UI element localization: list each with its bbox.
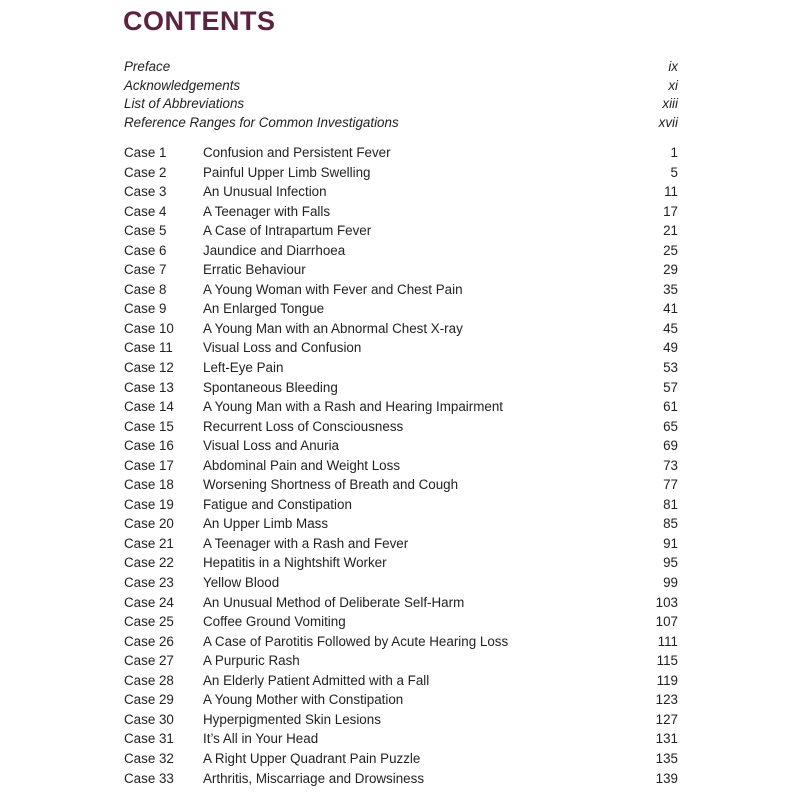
case-number: Case 19 <box>124 496 174 512</box>
case-title: It’s All in Your Head <box>203 731 319 747</box>
case-entry[interactable] <box>124 221 678 241</box>
case-number: Case 3 <box>124 184 167 200</box>
case-page-number: 45 <box>663 320 678 336</box>
case-title: A Purpuric Rash <box>203 653 300 669</box>
case-number: Case 33 <box>124 770 174 786</box>
case-title: Coffee Ground Vomiting <box>203 614 346 630</box>
case-page-number: 91 <box>663 535 678 551</box>
case-title: Spontaneous Bleeding <box>203 379 338 395</box>
case-number: Case 28 <box>124 672 174 688</box>
case-number: Case 27 <box>124 653 174 669</box>
front-matter-item[interactable] <box>124 95 678 114</box>
case-entry[interactable] <box>124 749 678 769</box>
case-page-number: 57 <box>663 379 678 395</box>
case-page-number: 111 <box>657 633 678 649</box>
case-title: An Upper Limb Mass <box>203 516 329 532</box>
case-entry[interactable] <box>124 338 678 358</box>
case-page-number: 81 <box>663 496 678 512</box>
case-page-number: 29 <box>663 262 678 278</box>
case-entry[interactable] <box>124 163 678 183</box>
case-title: A Young Man with a Rash and Hearing Impairment <box>203 399 503 415</box>
front-matter-item[interactable] <box>124 58 678 77</box>
case-title: Painful Upper Limb Swelling <box>203 164 371 180</box>
case-number: Case 29 <box>124 692 174 708</box>
case-title: Confusion and Persistent Fever <box>203 145 391 160</box>
case-page-number: 25 <box>663 242 678 258</box>
case-number: Case 6 <box>124 242 167 258</box>
front-matter-page: xiii <box>662 96 678 111</box>
case-number: Case 10 <box>124 320 174 336</box>
case-number: Case 31 <box>124 731 174 747</box>
case-title: Yellow Blood <box>203 575 280 591</box>
case-page-number: 35 <box>663 281 678 297</box>
case-title: A Case of Parotitis Followed by Acute Hearing Loss <box>203 633 509 649</box>
case-number: Case 13 <box>124 379 174 395</box>
case-page-number: 115 <box>656 653 678 669</box>
case-entry[interactable] <box>124 378 678 398</box>
case-entry[interactable] <box>124 456 678 476</box>
case-title: Fatigue and Constipation <box>203 496 352 512</box>
case-number: Case 14 <box>124 399 174 415</box>
case-number: Case 32 <box>124 750 174 766</box>
case-entry[interactable] <box>124 710 678 730</box>
case-page-number: 69 <box>663 438 678 454</box>
case-page-number: 5 <box>670 164 678 180</box>
case-entry[interactable] <box>124 397 678 417</box>
case-number: Case 22 <box>124 555 174 571</box>
front-matter-item[interactable] <box>124 114 678 133</box>
case-entry[interactable] <box>124 299 678 319</box>
case-page-number: 1 <box>670 145 678 160</box>
front-matter-title: List of Abbreviations <box>124 96 245 111</box>
case-entry[interactable] <box>124 436 678 456</box>
case-entry[interactable] <box>124 241 678 261</box>
case-entry[interactable] <box>124 182 678 202</box>
case-number: Case 5 <box>124 223 167 239</box>
case-title: Erratic Behaviour <box>203 262 306 278</box>
case-entry[interactable] <box>124 475 678 495</box>
case-number: Case 20 <box>124 516 174 532</box>
case-page-number: 103 <box>655 594 678 610</box>
case-title: A Young Man with an Abnormal Chest X-ray <box>203 320 463 336</box>
case-entry[interactable] <box>124 573 678 593</box>
case-number: Case 12 <box>124 360 174 376</box>
case-number: Case 21 <box>124 535 174 551</box>
case-entry[interactable] <box>124 769 678 789</box>
case-title: An Unusual Infection <box>203 184 327 200</box>
case-title: A Young Mother with Constipation <box>203 692 404 708</box>
case-page-number: 95 <box>663 555 678 571</box>
case-page-number: 73 <box>663 457 678 473</box>
case-entry[interactable] <box>124 729 678 749</box>
case-number: Case 30 <box>124 711 174 727</box>
case-page-number: 41 <box>663 301 678 317</box>
case-title: Abdominal Pain and Weight Loss <box>203 457 401 473</box>
case-page-number: 11 <box>664 184 678 200</box>
case-entry[interactable] <box>124 319 678 339</box>
front-matter-page: xvii <box>658 114 678 130</box>
case-number: Case 9 <box>124 301 167 317</box>
case-page-number: 77 <box>663 477 678 493</box>
case-number: Case 11 <box>124 340 173 356</box>
case-list <box>124 143 678 788</box>
case-number: Case 8 <box>124 281 167 297</box>
case-number: Case 4 <box>124 203 167 219</box>
case-title: Hepatitis in a Nightshift Worker <box>203 555 387 571</box>
case-title: Recurrent Loss of Consciousness <box>203 418 404 434</box>
case-page-number: 119 <box>656 672 678 688</box>
case-number: Case 25 <box>124 614 174 630</box>
case-page-number: 139 <box>655 770 678 786</box>
case-entry[interactable] <box>124 690 678 710</box>
case-title: A Right Upper Quadrant Pain Puzzle <box>203 750 421 766</box>
case-entry[interactable] <box>124 202 678 222</box>
case-number: Case 26 <box>124 633 174 649</box>
case-entry[interactable] <box>124 651 678 671</box>
case-entry[interactable] <box>124 632 678 652</box>
case-page-number: 85 <box>663 516 678 532</box>
case-page-number: 99 <box>663 575 678 591</box>
case-page-number: 49 <box>663 340 678 356</box>
front-matter-item[interactable] <box>124 77 678 96</box>
case-page-number: 21 <box>663 223 678 239</box>
case-title: A Young Woman with Fever and Chest Pain <box>203 281 463 297</box>
case-page-number: 127 <box>655 711 678 727</box>
case-entry[interactable] <box>124 553 678 573</box>
case-number: Case 15 <box>124 418 174 434</box>
case-title: An Enlarged Tongue <box>203 301 325 317</box>
case-entry[interactable] <box>124 358 678 378</box>
case-number: Case 7 <box>124 262 167 278</box>
case-page-number: 17 <box>663 203 678 219</box>
case-title: Visual Loss and Anuria <box>203 438 339 454</box>
case-title: A Teenager with a Rash and Fever <box>203 535 409 551</box>
case-title: Jaundice and Diarrhoea <box>203 242 346 258</box>
case-title: Hyperpigmented Skin Lesions <box>203 711 381 727</box>
front-matter-list <box>124 58 678 132</box>
case-entry[interactable] <box>124 671 678 691</box>
case-entry[interactable] <box>124 417 678 437</box>
case-entry[interactable] <box>124 260 678 280</box>
case-number: Case 16 <box>124 438 174 454</box>
front-matter-page: ix <box>668 59 678 74</box>
case-title: Left-Eye Pain <box>203 360 284 376</box>
case-number: Case 24 <box>124 594 174 610</box>
case-page-number: 65 <box>663 418 678 434</box>
case-title: Worsening Shortness of Breath and Cough <box>203 477 459 493</box>
case-title: A Case of Intrapartum Fever <box>203 223 372 239</box>
case-page-number: 53 <box>663 360 678 376</box>
case-entry[interactable] <box>124 280 678 300</box>
case-page-number: 135 <box>655 750 678 766</box>
case-page-number: 61 <box>663 399 678 415</box>
case-number: Case 18 <box>124 477 174 493</box>
front-matter-title: Reference Ranges for Common Investigations <box>124 114 399 130</box>
case-title: An Unusual Method of Deliberate Self-Harm <box>203 594 465 610</box>
case-number: Case 1 <box>124 145 167 160</box>
case-entry[interactable] <box>124 143 678 163</box>
front-matter-title: Preface <box>124 59 171 74</box>
case-entry[interactable] <box>124 612 678 632</box>
case-number: Case 2 <box>124 164 167 180</box>
case-page-number: 123 <box>655 692 678 708</box>
case-title: A Teenager with Falls <box>203 203 331 219</box>
case-page-number: 131 <box>655 731 678 747</box>
case-title: An Elderly Patient Admitted with a Fall <box>203 672 430 688</box>
case-page-number: 107 <box>655 614 678 630</box>
case-entry[interactable] <box>124 534 678 554</box>
case-number: Case 17 <box>124 457 174 473</box>
case-number: Case 23 <box>124 575 174 591</box>
front-matter-page: xi <box>668 77 678 93</box>
page-title: CONTENTS <box>123 6 276 36</box>
case-entry[interactable] <box>124 495 678 515</box>
case-entry[interactable] <box>124 593 678 613</box>
front-matter-title: Acknowledgements <box>124 77 241 93</box>
case-title: Arthritis, Miscarriage and Drowsiness <box>203 770 425 786</box>
case-entry[interactable] <box>124 514 678 534</box>
case-title: Visual Loss and Confusion <box>203 340 362 356</box>
